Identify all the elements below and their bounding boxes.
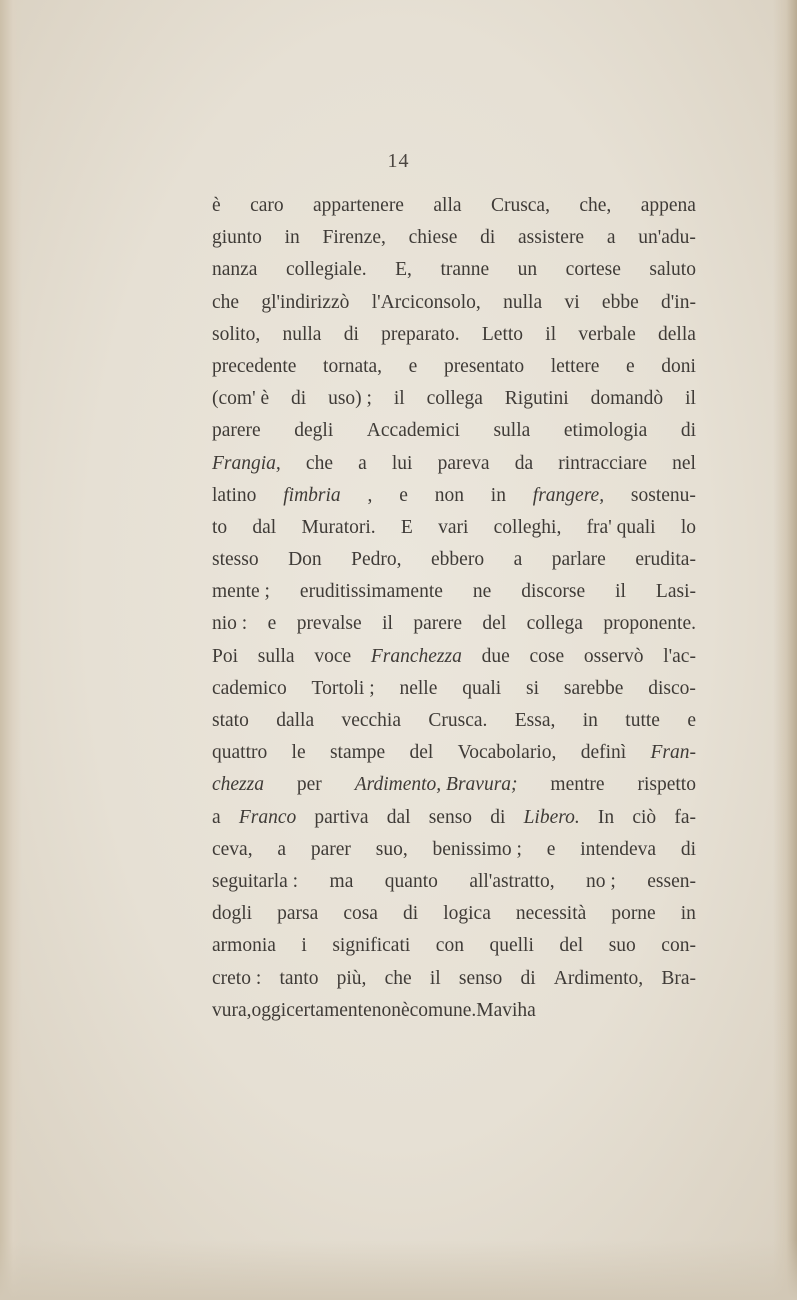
word: stesso [212,549,259,571]
text-line [212,995,696,1027]
page-left-edge [0,0,22,1300]
word: il [545,323,557,345]
word: creto : [212,967,262,989]
text-line [212,190,696,222]
word: lo [680,516,696,538]
body-text [212,190,696,1027]
word: chezza [212,774,264,796]
word: certamente [286,999,372,1021]
word: che [305,452,333,474]
word: (com' è [212,388,270,410]
word: il [429,967,441,989]
word: nelle [399,677,438,699]
word: parere [413,613,463,635]
word: preparato. [381,323,460,345]
text-line [212,930,696,962]
word: della [658,323,696,345]
word: stampe [329,742,386,764]
word: parer [310,838,351,860]
word: il [615,581,626,603]
word: e [687,710,696,731]
word: è [400,999,410,1021]
word: colleghi, [493,516,562,538]
word: Essa, [514,710,556,731]
word: a [358,452,367,474]
page-right-edge [773,0,797,1300]
word: no ; [586,870,616,892]
word: in [284,227,300,249]
word: quanto [384,870,438,892]
word: all'astratto, [469,870,555,892]
word: mente ; [212,581,270,603]
word: per [296,774,322,796]
text-line [212,673,696,705]
word: to [212,516,228,538]
word: di [520,967,536,989]
word: armonia [212,935,276,957]
word: latino [212,484,257,506]
word: domandò [590,388,664,410]
word: e [399,484,408,506]
text-line [212,898,696,930]
word: dalla [276,710,315,731]
word: ceva, [212,838,253,860]
word: Tortoli ; [311,677,375,699]
text-line [212,222,696,254]
word: lui [391,452,413,474]
word: porne [611,903,656,925]
word: a [212,806,221,828]
word: uso) ; [328,388,372,410]
word: Crusca, [490,195,550,216]
word: partiva [314,806,369,828]
word: logica [443,903,491,925]
text-line [212,963,696,995]
word: sulla [493,420,531,442]
text-line [212,287,696,319]
word: stato [212,710,249,731]
word: nulla [282,323,322,345]
word: senso [428,806,473,828]
word: che, [579,195,612,216]
text-line [212,254,696,286]
word: e [267,613,277,635]
word: non [371,999,401,1021]
word: dal [386,806,411,828]
word: vari [438,516,469,538]
word: ebbe [601,291,639,313]
word: parlare [551,549,606,571]
word: cademico [212,677,287,699]
word: Don [288,549,322,571]
word: discorse [521,581,586,603]
word: in [582,710,598,731]
word: voce [314,645,352,667]
text-line [212,705,696,737]
word: benissimo ; [432,838,522,860]
word: di [490,806,506,828]
word: e [408,355,418,377]
word: rintracciare [558,452,647,474]
word: Rigutini [504,388,569,410]
word: rispetto [637,774,696,796]
word: saluto [649,259,696,281]
word: quattro [212,742,268,764]
word: disco- [648,677,696,699]
word: degli [294,420,334,442]
text-line [212,576,696,608]
word: di [480,227,496,249]
word: vi [564,291,580,313]
word: in [680,903,696,925]
text-line [212,608,696,640]
word: da [514,452,534,474]
word: Accademici [366,420,460,442]
text-line [212,512,696,544]
word: ha [517,999,536,1021]
word: con- [661,935,696,957]
word: caro [250,195,284,216]
word: Letto [481,323,524,345]
word: giunto [212,227,262,249]
word: a [277,838,287,860]
word: collegiale. [285,259,367,281]
word: mentre [550,774,605,796]
word: significati [332,935,411,957]
text-line [212,319,696,351]
word: quelli [489,935,534,957]
word: Ardimento, [553,967,644,989]
word: Ardimento, Bravura; [354,774,518,796]
word: fimbria [283,484,341,506]
word: ebbero [431,549,485,571]
text-line [212,769,696,801]
page-number: 14 [387,150,410,172]
word: che [212,291,240,313]
word: dogli [212,903,253,925]
word: l'Arciconsolo, [371,291,481,313]
text-line [212,383,696,415]
text-line [212,834,696,866]
word: suo [608,935,636,957]
word: l'ac- [663,645,696,667]
word: fa- [674,806,696,828]
word: frangere, [532,484,605,506]
word: alla [433,195,462,216]
word: definì [580,742,627,764]
page-bottom-shadow [0,1240,797,1300]
word: appartenere [313,195,404,216]
word: di [403,903,419,925]
word: del [482,613,507,635]
word: tanto [279,967,319,989]
word: Ma [476,999,503,1021]
text-line [212,480,696,512]
word: d'in- [661,291,696,313]
word: suo, [375,838,408,860]
word: Bra- [661,967,696,989]
word: chiese [408,227,458,249]
word: Franco [238,806,297,828]
word: sarebbe [563,677,624,699]
word: gl'indirizzò [261,291,350,313]
text-line [212,448,696,480]
word: In [597,806,615,828]
word: collega [526,613,583,635]
word: più, [336,967,367,989]
word: intendeva [580,838,657,860]
word: Vocabolario, [457,742,557,764]
word: prevalse [296,613,362,635]
word: cose [529,645,565,667]
word: di [680,420,696,442]
word: parsa [277,903,319,925]
word: collega [426,388,483,410]
word: a [606,227,616,249]
word: comune. [409,999,477,1021]
word: assistere [518,227,585,249]
word: il [382,613,393,635]
word: di [291,388,307,410]
word: Libero. [523,806,580,828]
word: in [490,484,506,506]
word: Muratori. [301,516,376,538]
word: un [517,259,538,281]
word: pareva [437,452,490,474]
word: oggi [251,999,287,1021]
word: Franchezza [370,645,462,667]
word: Crusca. [428,710,488,731]
word: del [409,742,434,764]
word: i [301,935,307,957]
word: che [384,967,412,989]
word: di [343,323,359,345]
text-line [212,544,696,576]
word: Poi [212,645,239,667]
word: Pedro, [351,549,402,571]
text-line [212,866,696,898]
word: quali [462,677,502,699]
text-line [212,641,696,673]
word: nulla [503,291,543,313]
word: Fran- [650,742,696,764]
word: due [481,645,510,667]
word: E, [395,259,412,281]
word: e [546,838,556,860]
word: un'adu- [638,227,696,249]
word: parere [212,420,261,442]
word: sostenu- [630,484,696,506]
word: fra' quali [586,516,656,538]
word: vi [502,999,518,1021]
word: Firenze, [322,227,386,249]
word: proponente. [603,613,696,635]
text-line [212,802,696,834]
word: tutte [625,710,660,731]
word: cortese [565,259,621,281]
word: di [680,838,696,860]
word: tornata, [323,355,383,377]
word: non [434,484,464,506]
text-line [212,415,696,447]
word: del [559,935,584,957]
word: sulla [257,645,295,667]
word: solito, [212,323,261,345]
word: seguitarla : [212,870,299,892]
word: E [400,516,413,538]
word: precedente [212,355,297,377]
word: , [367,484,373,506]
word: vecchia [341,710,402,731]
word: verbale [578,323,636,345]
word: eruditissimamente [299,581,443,603]
word: nel [672,452,696,474]
word: Frangia, [212,452,281,474]
word: etimologia [563,420,648,442]
word: lettere [550,355,600,377]
word: cosa [343,903,378,925]
word: nanza [212,259,258,281]
word: Lasi- [655,581,696,603]
word: essen- [647,870,696,892]
word: è [212,195,221,216]
word: necessità [515,903,587,925]
word: doni [661,355,696,377]
word: senso [458,967,503,989]
word: il [393,388,405,410]
word: nio : [212,613,248,635]
word: osservò [583,645,644,667]
word: presentato [443,355,525,377]
word: le [291,742,306,764]
word: erudita- [635,549,696,571]
word: ne [472,581,492,603]
word: ma [329,870,354,892]
word: ciò [632,806,657,828]
word: e [626,355,635,377]
word: con [435,935,464,957]
word: il [685,388,696,410]
word: tranne [440,259,490,281]
word: a [513,549,523,571]
word: appena [640,195,696,216]
text-line [212,737,696,769]
word: si [526,677,540,699]
word: dal [252,516,277,538]
word: vura, [212,999,252,1021]
text-line [212,351,696,383]
